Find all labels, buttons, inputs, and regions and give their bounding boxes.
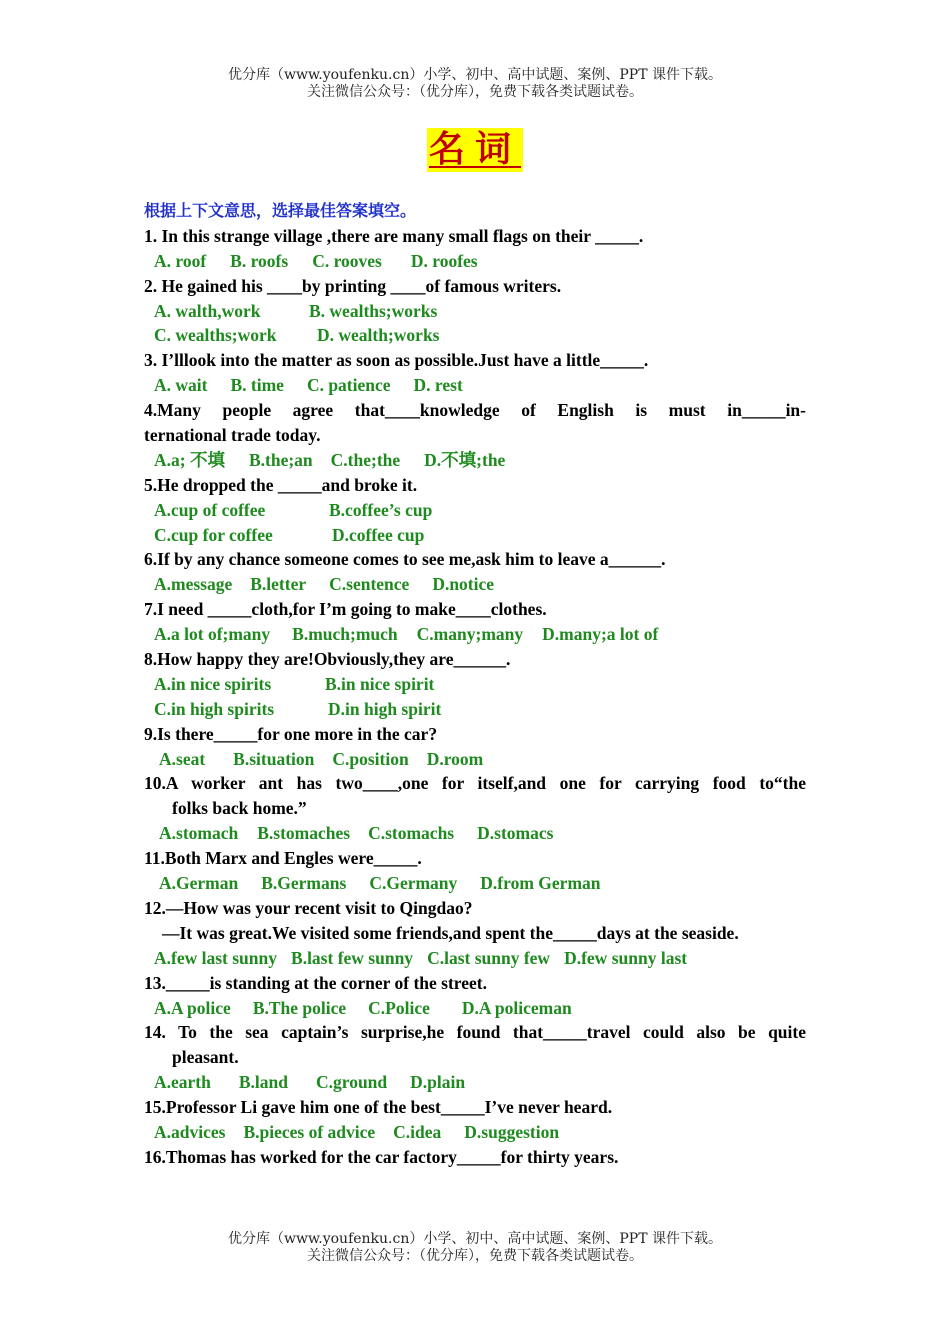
option: B.the;an xyxy=(248,449,313,470)
options-row xyxy=(144,498,806,523)
question-3: 3. I’lllook into the matter as soon as possible.Just have a little_____. xyxy=(144,350,649,371)
option: D. roofes xyxy=(410,250,478,271)
option: A.stomach xyxy=(159,823,239,844)
options-row xyxy=(144,323,806,348)
instruction: 根据上下文意思，选择最佳答案填空。 xyxy=(144,201,417,220)
option: D.few sunny last xyxy=(564,947,688,968)
option: D.many;a lot of xyxy=(542,624,659,645)
option: D.不填;the xyxy=(424,449,506,470)
option: A.A police xyxy=(154,997,231,1018)
question-4: 4.Many people agree that____knowledge of English is must in_____in- xyxy=(144,400,806,421)
question-6: 6.If by any chance someone comes to see me,ask him to leave a______. xyxy=(144,549,666,570)
options-row xyxy=(144,1070,806,1095)
options-row xyxy=(144,373,806,398)
option: D.stomacs xyxy=(477,823,554,844)
option: A. wait xyxy=(154,375,208,396)
option: B.in nice spirit xyxy=(325,673,435,694)
option: D.in high spirit xyxy=(328,698,442,719)
option: B.pieces of advice xyxy=(243,1121,376,1142)
options-row xyxy=(144,448,806,473)
option: A.seat xyxy=(159,748,206,769)
option: D. rest xyxy=(413,375,463,396)
option: A.in nice spirits xyxy=(154,673,272,694)
question-15: 15.Professor Li gave him one of the best_____I’ve never heard. xyxy=(144,1097,613,1118)
header-line-1: 优分库（www.youfenku.cn）小学、初中、高中试题、案例、PPT 课件下载。 xyxy=(227,67,722,83)
options-row xyxy=(144,299,806,324)
option: C.the;the xyxy=(330,449,401,470)
option: C.Police xyxy=(368,997,430,1018)
option: B. roofs xyxy=(230,250,289,271)
options-row xyxy=(144,523,806,548)
option: B.coffee’s cup xyxy=(329,499,433,520)
options-row xyxy=(144,996,806,1021)
option: D.coffee cup xyxy=(332,524,425,545)
option: A.a lot of;many xyxy=(154,624,271,645)
options-row xyxy=(144,697,806,722)
option: A.message xyxy=(154,574,233,595)
option: A.a; 不填 xyxy=(154,449,225,470)
footer-line-1: 优分库（www.youfenku.cn）小学、初中、高中试题、案例、PPT 课件下载。 xyxy=(227,1231,722,1247)
option: B.letter xyxy=(250,574,307,595)
option: D. wealth;works xyxy=(317,325,440,346)
option: B.The police xyxy=(252,997,347,1018)
question-14-cont: pleasant. xyxy=(172,1047,239,1068)
options-row xyxy=(144,871,806,896)
option: C.position xyxy=(332,748,409,769)
page-footer xyxy=(0,1231,950,1265)
option: C.many;many xyxy=(416,624,524,645)
options-row xyxy=(144,572,806,597)
question-5: 5.He dropped the _____and broke it. xyxy=(144,474,418,495)
option: C.cup for coffee xyxy=(154,524,273,545)
question-12: 12.—How was your recent visit to Qingdao? xyxy=(144,897,473,918)
option: A. walth,work xyxy=(154,300,261,321)
exercise-content xyxy=(144,199,806,1170)
option: C. patience xyxy=(306,375,391,396)
question-10: 10.A worker ant has two____,one for itself,and one for carrying food to“the xyxy=(144,773,806,794)
options-row xyxy=(144,1120,806,1145)
option: D.from German xyxy=(480,873,601,894)
option: D.room xyxy=(426,748,484,769)
page-title: 名词 xyxy=(428,129,521,170)
option: D.A policeman xyxy=(461,997,572,1018)
question-2: 2. He gained his ____by printing ____of famous writers. xyxy=(144,275,562,296)
option: C.sentence xyxy=(329,574,410,595)
option: C.stomachs xyxy=(368,823,455,844)
question-14: 14. To the sea captain’s surprise,he found that_____travel could also be quite xyxy=(144,1022,806,1043)
option: B.last few sunny xyxy=(291,947,414,968)
option: C.last sunny few xyxy=(427,947,551,968)
option: B.Germans xyxy=(261,873,347,894)
options-row xyxy=(144,249,806,274)
question-13: 13._____is standing at the corner of the street. xyxy=(144,972,487,993)
option: A.advices xyxy=(154,1121,226,1142)
page-header xyxy=(0,67,950,101)
option: D.plain xyxy=(410,1072,466,1093)
header-line-2: 关注微信公众号：（优分库），免费下载各类试题试卷。 xyxy=(307,84,643,100)
title-wrapper xyxy=(0,128,950,172)
options-row xyxy=(144,747,806,772)
option: B.much;much xyxy=(292,624,398,645)
options-row xyxy=(144,672,806,697)
question-16: 16.Thomas has worked for the car factory_____for thirty years. xyxy=(144,1146,619,1167)
question-7: 7.I need _____cloth,for I’m going to make____clothes. xyxy=(144,599,547,620)
options-row xyxy=(144,821,806,846)
option: A.German xyxy=(159,873,239,894)
question-12-answer: —It was great.We visited some friends,and spent the_____days at the seaside. xyxy=(162,922,739,943)
options-row xyxy=(144,622,806,647)
footer-line-2: 关注微信公众号：（优分库），免费下载各类试题试卷。 xyxy=(307,1248,643,1264)
option: B. time xyxy=(230,375,284,396)
question-9: 9.Is there_____for one more in the car? xyxy=(144,723,438,744)
option: C. wealths;work xyxy=(154,325,277,346)
option: C.ground xyxy=(315,1072,388,1093)
question-8: 8.How happy they are!Obviously,they are______. xyxy=(144,649,511,670)
option: C.idea xyxy=(393,1121,442,1142)
option: B.situation xyxy=(233,748,315,769)
option: D.notice xyxy=(432,574,495,595)
option: A.earth xyxy=(154,1072,211,1093)
option: C.in high spirits xyxy=(154,698,275,719)
question-4-cont: ternational trade today. xyxy=(144,425,321,446)
option: B. wealths;works xyxy=(309,300,438,321)
option: A. roof xyxy=(154,250,207,271)
question-11: 11.Both Marx and Engles were_____. xyxy=(144,848,422,869)
option: D.suggestion xyxy=(464,1121,560,1142)
option: A.few last sunny xyxy=(154,947,278,968)
option: C. rooves xyxy=(312,250,382,271)
option: B.land xyxy=(238,1072,288,1093)
option: A.cup of coffee xyxy=(154,499,266,520)
option: B.stomaches xyxy=(257,823,351,844)
options-row xyxy=(144,946,806,971)
question-1: 1. In this strange village ,there are many small flags on their _____. xyxy=(144,225,644,246)
question-10-cont: folks back home.” xyxy=(172,798,307,819)
option: C.Germany xyxy=(369,873,458,894)
